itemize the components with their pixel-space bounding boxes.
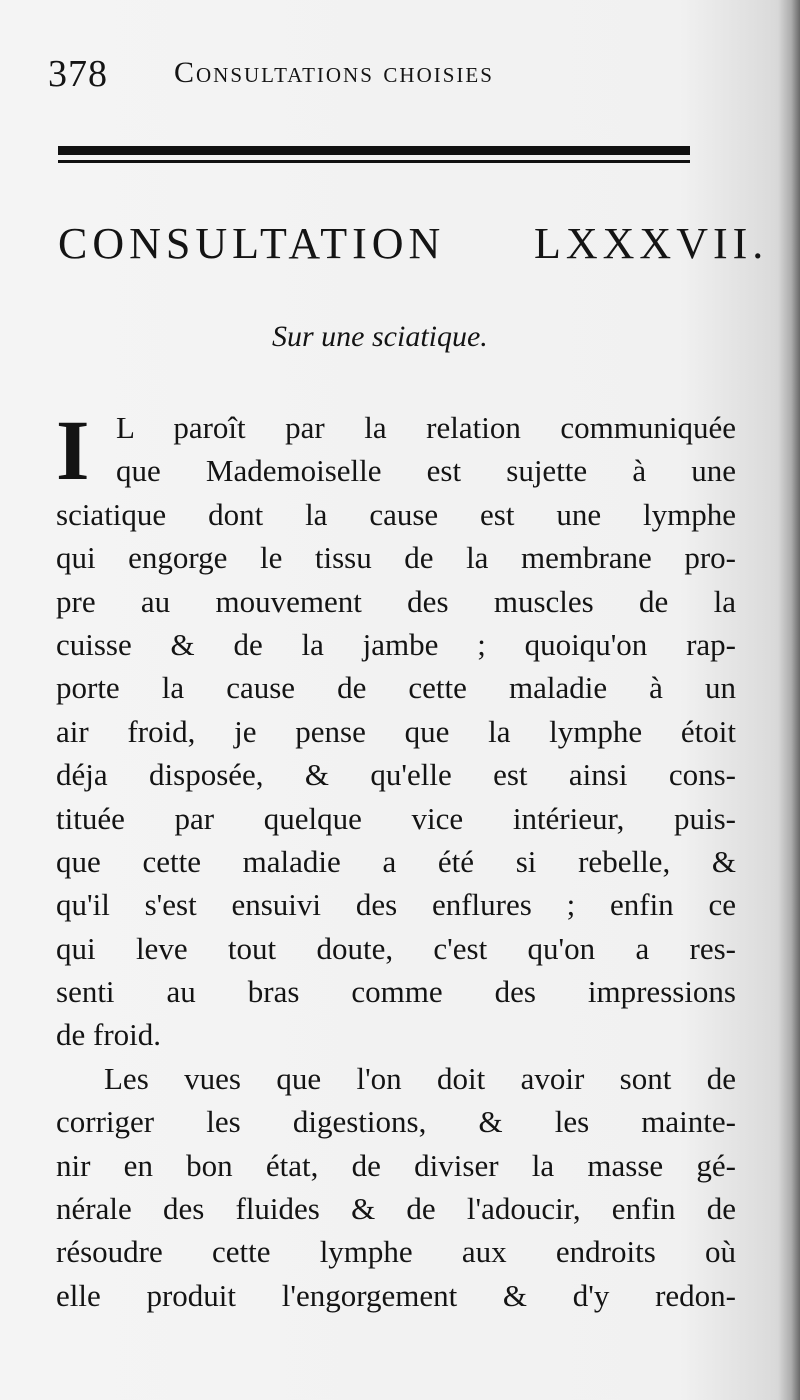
text-line: nérale des fluides & de l'adoucir, enfin de [56,1191,736,1227]
text-line: corriger les digestions, & les mainte- [56,1104,736,1140]
text-line: pre au mouvement des muscles de la [56,583,736,619]
consultation-title [58,218,769,269]
consultation-subtitle: Sur une sciatique. [272,320,488,353]
text-line: senti au bras comme des impressions [56,974,736,1010]
text-line: elle produit l'engorgement & d'y redon- [56,1277,736,1313]
page-number: 378 [48,53,108,95]
text-line: sciatique dont la cause est une lymphe [56,496,736,532]
page-edge-shadow [778,0,800,1400]
running-head: Consultations choisies [174,56,494,89]
paragraph-2 [56,1057,736,1317]
text-line: tituée par quelque vice intérieur, puis- [56,800,736,836]
text-line: qu'il s'est ensuivi des enflures ; enfin ce [56,887,736,923]
text-line: qui engorge le tissu de la membrane pro- [56,540,736,576]
text-line: que Mademoiselle est sujette à une [116,453,736,489]
drop-cap: I [56,402,90,498]
text-line: que cette maladie a été si rebelle, & [56,843,736,879]
paragraph-1 [56,402,736,1057]
text-line: cuisse & de la jambe ; quoiqu'on rap- [56,626,736,662]
body-text [56,402,736,1317]
text-line: nir en bon état, de diviser la masse gé- [56,1147,736,1183]
text-line: Les vues que l'on doit avoir sont de [104,1060,736,1096]
page-header [48,52,688,102]
text-line: air froid, je pense que la lymphe étoit [56,713,736,749]
text-line: porte la cause de cette maladie à un [56,670,736,706]
text-line: L paroît par la relation communiquée [116,410,736,445]
text-line: résoudre cette lymphe aux endroits où [56,1234,736,1270]
text-line: de froid. [56,1017,162,1053]
consultation-label: CONSULTATION [58,219,446,268]
text-line: déja disposée, & qu'elle est ainsi cons- [56,757,736,793]
header-rule-thick [58,146,690,155]
consultation-number: LXXXVII. [534,219,769,268]
text-line: qui leve tout doute, c'est qu'on a res- [56,930,736,966]
header-rule-thin [58,160,690,163]
